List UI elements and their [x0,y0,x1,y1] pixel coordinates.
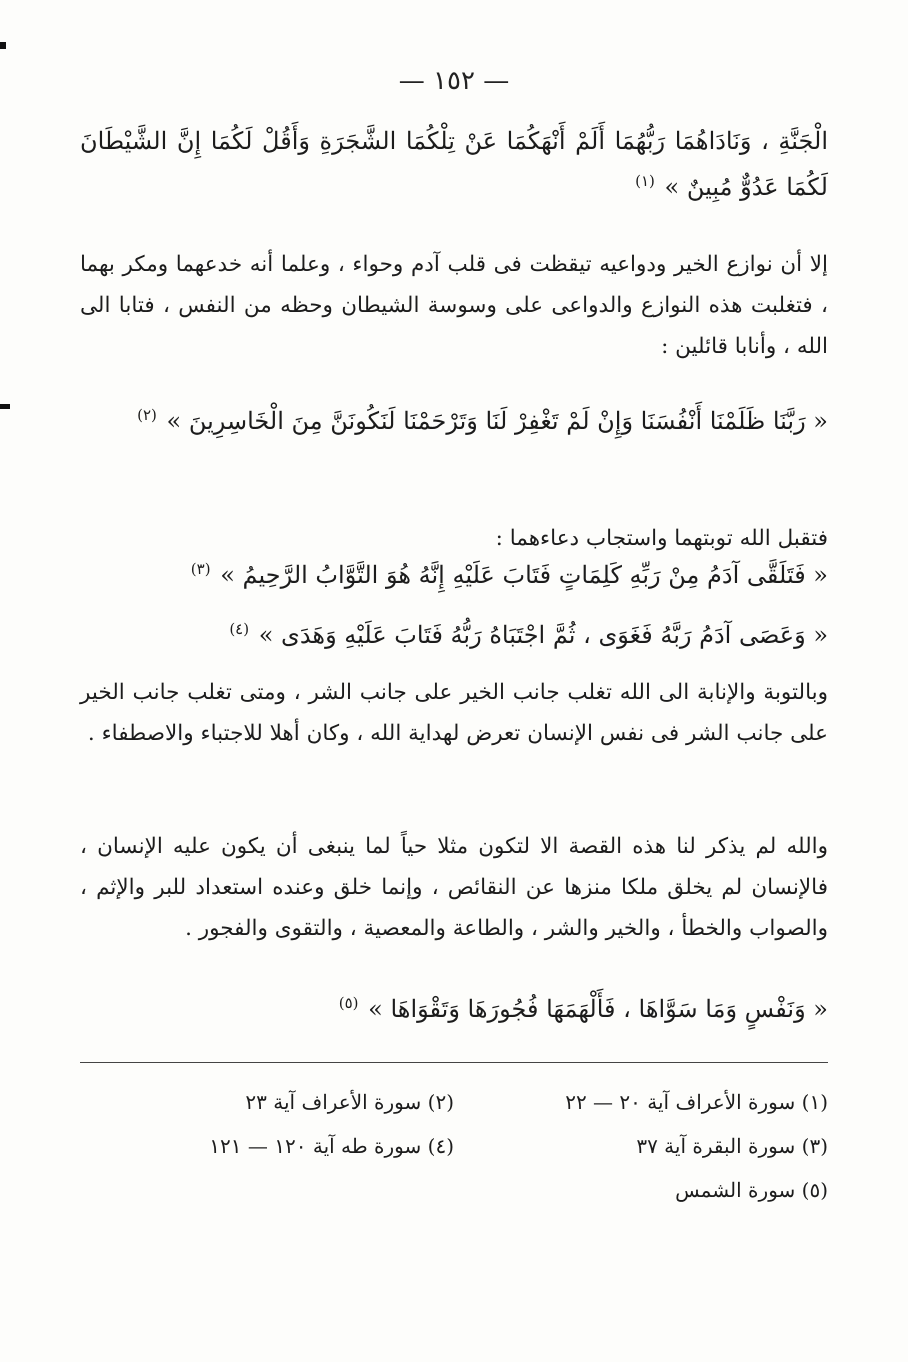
footnote-reference: (٥) [338,994,359,1012]
footnote-row [80,1168,828,1212]
verse-text: « رَبَّنَا ظَلَمْنَا أَنْفُسَنَا وَإِنْ لَمْ تَغْفِرْ لَنَا وَتَرْحَمْنَا لَنَكُونَنَّ مِنَ الْخَاسِرِينَ » [166,407,828,435]
body-paragraph [80,826,828,949]
scan-edge-mark [0,42,6,49]
paragraph-text: إلا أن نوازع الخير ودواعيه تيقظت فى قلب آدم وحواء ، وعلما أنه خدعهما ومكر بهما ، فتغلبت هذه النوازع والدواعى على وسوسة الشيطان وحظه من النفس ، فتابا الى الله ، وأنابا قائلين : [80,252,828,359]
scan-edge-mark [0,404,10,409]
page-number: — ١٥٢ — [398,66,510,96]
body-paragraph [80,672,828,754]
footnote-row [80,1080,828,1124]
verse-text: « وَنَفْسٍ وَمَا سَوَّاهَا ، فَأَلْهَمَهَا فُجُورَهَا وَتَقْوَاهَا » [368,995,828,1023]
quran-verse [80,398,828,444]
footnote-reference: (٤) [229,620,250,638]
quran-verse [80,118,828,210]
paragraph-text: وبالتوبة والإنابة الى الله تغلب جانب الخير على جانب الشر ، ومتى تغلب جانب الخير على جانب الشر فى نفس الإنسان تعرض لهداية الله ، وكان أهلا للاجتباء والاصطفاء . [80,680,828,746]
paragraph-text: فتقبل الله توبتهما واستجاب دعاءهما : [495,526,828,551]
footnote-4: (٤) سورة طه آية ١٢٠ — ١٢١ [209,1134,454,1158]
footnote-reference: (١) [635,172,655,190]
paragraph-text: والله لم يذكر لنا هذه القصة الا لتكون مثلا حياً لما ينبغى أن يكون عليه الإنسان ، فالإنسان لم يخلق ملكا منزها عن النقائص ، وإنما خلق وعنده استعداد للبر والإثم ، والصواب والخطأ ، والخير والشر ، والطاعة والمعصية ، والتقوى والفجور . [80,834,828,941]
footnote-divider [80,1062,828,1063]
footnotes [80,1080,828,1212]
footnote-row [80,1124,828,1168]
footnote-2: (٢) سورة الأعراف آية ٢٣ [245,1090,454,1114]
verse-text: « وَعَصَى آدَمُ رَبَّهُ فَغَوَى ، ثُمَّ اجْتَبَاهُ رَبُّهُ فَتَابَ عَلَيْهِ وَهَدَى » [258,621,828,649]
quran-verse [80,986,828,1032]
footnote-reference: (٢) [137,406,157,424]
verse-text: الْجَنَّةِ ، وَنَادَاهُمَا رَبُّهُمَا أَلَمْ أَنْهَكُمَا عَنْ تِلْكُمَا الشَّجَرَةِ وَأَقُلْ لَكُمَا إِنَّ الشَّيْطَانَ لَكُمَا عَدُوٌّ مُبِينٌ » [80,127,828,201]
footnote-reference: (٣) [190,560,211,578]
quran-verse [80,552,828,598]
footnote-1: (١) سورة الأعراف آية ٢٠ — ٢٢ [565,1090,828,1114]
footnote-5: (٥) سورة الشمس [675,1178,828,1202]
body-paragraph [80,244,828,367]
footnote-3: (٣) سورة البقرة آية ٣٧ [636,1134,828,1158]
quran-verse [80,612,828,658]
verse-text: « فَتَلَقَّى آدَمُ مِنْ رَبِّهِ كَلِمَاتٍ فَتَابَ عَلَيْهِ إِنَّهُ هُوَ التَّوَّابُ الرَّحِيمُ » [220,561,828,589]
